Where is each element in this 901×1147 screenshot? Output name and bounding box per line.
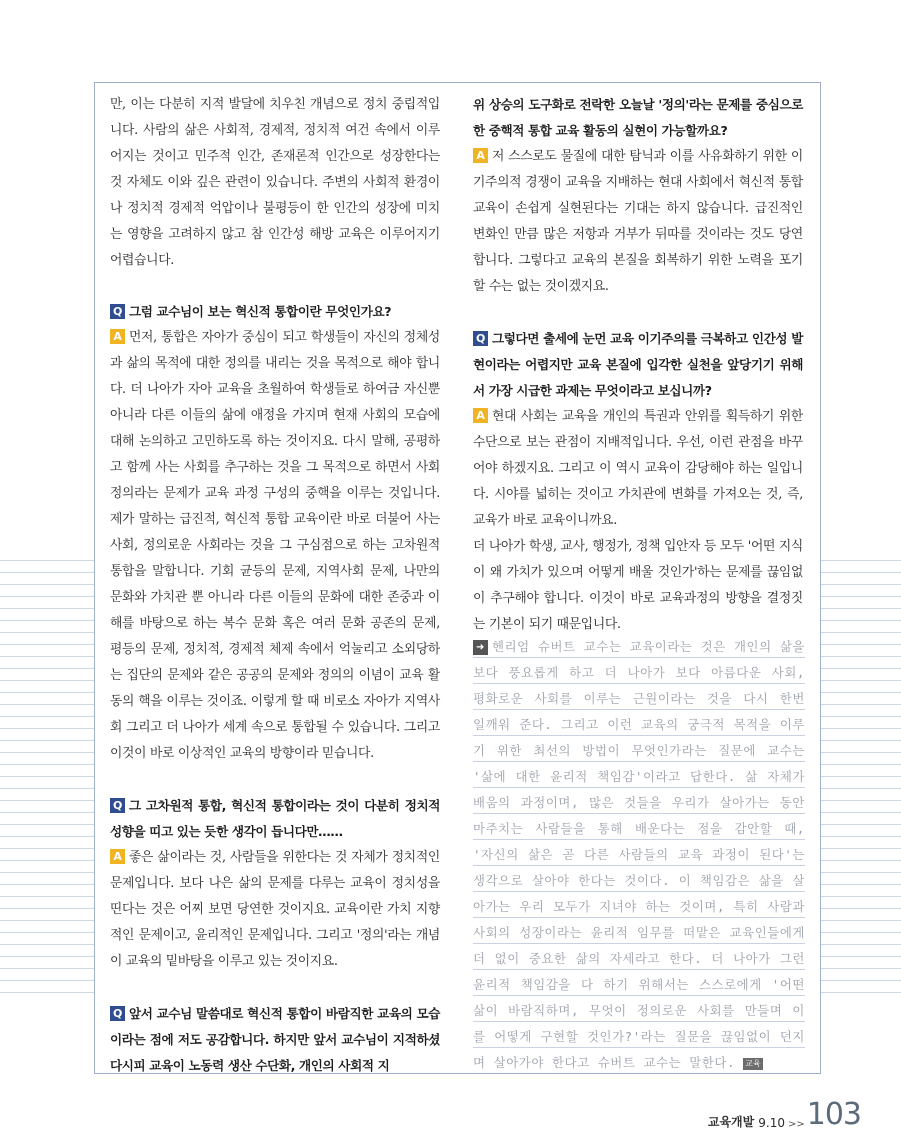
answer-3-text: 저 스스로도 물질에 대한 탐닉과 이를 사유화하기 위한 이기주의적 경쟁이 교육을 지배하는 현대 사회에서 혁신적 통합 교육이 손쉽게 실현된다는 기대는 하지 않습니다. 급진적인 변화인 만큼 많은 저항과 거부가 뒤따를 것이라는 것도 당연합니다. 그렇다고 교육의 본질을 회복하기 위한 노력을 포기할 수는 없는 것이겠지요.: [473, 149, 803, 294]
magazine-title: 교육개발: [707, 1115, 755, 1129]
answer-4-text: 현대 사회는 교육을 개인의 특권과 안위를 획득하기 위한 수단으로 보는 관점이 지배적입니다. 우선, 이런 관점을 바꾸어야 하겠지요. 그리고 이 역시 교육이 감당해야 하는 일입니다. 시야를 넓히는 것이고 가치관에 변화를 가져오는 것, 즉, 교육가 바로 교육이니까요.: [473, 409, 803, 528]
issue-number: 9.10: [758, 1116, 785, 1130]
answer-3: [473, 144, 803, 300]
intro-paragraph: 만, 이는 다분히 지적 발달에 치우친 개념으로 정치 중립적입니다. 사람의 삶은 사회적, 경제적, 정치적 여건 속에서 이루어지는 것이고 민주적 인간, 존재론적 인간으로 성장한다는 것 자체도 이와 깊은 관련이 있습니다. 주변의 사회적 환경이나 정치적 경제적 억압이나 불평등이 한 인간의 성장에 미치는 영향을 고려하지 않고 참 인간성 해방 교육은 이루어지기 어렵습니다.: [110, 97, 440, 268]
answer-1-text: 먼저, 통합은 자아가 중심이 되고 학생들이 자신의 정체성과 삶의 목적에 대한 정의를 내리는 것을 목적으로 해야 합니다. 더 나아가 자아 교육을 초월하여 학생들로 하여금 자신뿐 아니라 다른 이들의 삶에 애정을 가지며 현재 사회의 모습에 대해 논의하고 고민하도록 하는 것이지요. 다시 말해, 공평하고 함께 사는 사회를 추구하는 것을 그 목적으로 하면서 사회 정의라는 문제가 교육 과정 구성의 중핵을 이루는 것입니다. 제가 말하는 급진적, 혁신적 통합 교육이란 바로 더불어 사는 사회, 정의로운 사회라는 것을 그 구심점으로 하는 고차원적 통합을 말합니다. 기회 균등의 문제, 지역사회 문제, 나만의 문화와 가치관 뿐 아니라 다른 이들의 문화에 대한 존중과 이해를 바탕으로 하는 복수 문화 혹은 여러 문화 공존의 문제, 평등의 문제, 정치적, 경제적 체제 속에서 억눌리고 소외당하는 집단의 문제와 같은 공공의 문제와 정의의 이념이 교육 활동의 핵을 이루는 것이죠. 이렇게 할 때 비로소 자아가 지역사회 그리고 더 나아가 세계 속으로 통합될 수 있습니다. 그리고 이것이 바로 이상적인 교육의 방향이라 믿습니다.: [110, 330, 440, 761]
answer-4: [473, 404, 803, 534]
question-1-text: 그럼 교수님이 보는 혁신적 통합이란 무엇인가요?: [129, 304, 392, 319]
qa-block-3: [110, 1001, 440, 1079]
qa-block-3-continued: [473, 92, 803, 300]
answer-badge: A: [473, 148, 488, 163]
arrow-icon: ➜: [473, 640, 488, 655]
editor-note-box: [473, 632, 805, 1070]
page-number: 103: [806, 1097, 861, 1132]
question-4-text: 그렇다면 출세에 눈먼 교육 이기주의를 극복하고 인간성 발현이라는 어렵지만 교육 본질에 입각한 실천을 앞당기기 위해서 가장 시급한 과제는 무엇이라고 보십니까?: [473, 331, 803, 398]
answer-1: [110, 325, 440, 767]
answer-4-continued-text: 더 나아가 학생, 교사, 행정가, 정책 입안자 등 모두 '어떤 지식이 왜 가치가 있으며 어떻게 배울 것인가'하는 문제를 끊임없이 추구해야 합니다. 이것이 바로 교육과정의 방향을 결정짓는 기본이 되기 때문입니다.: [473, 539, 803, 632]
answer-badge: A: [110, 849, 125, 864]
question-2-text: 그 고차원적 통합, 혁신적 통합이라는 것이 다분히 정치적 성향을 띠고 있는 듯한 생각이 듭니다만……: [110, 798, 440, 839]
question-2: [110, 793, 440, 845]
qa-block-4: [473, 326, 803, 638]
answer-4-continued: [473, 534, 803, 638]
question-badge: Q: [110, 304, 125, 319]
question-badge: Q: [110, 1006, 125, 1021]
question-badge: Q: [473, 331, 488, 346]
answer-2: [110, 845, 440, 975]
qa-block-2: [110, 793, 440, 975]
question-4: [473, 326, 803, 404]
left-column: [110, 92, 440, 1105]
chevron-right-icon: >>: [787, 1119, 805, 1130]
question-badge: Q: [110, 798, 125, 813]
page-footer: [708, 1094, 861, 1130]
end-mark-icon: 교육: [745, 1059, 761, 1068]
question-3: [110, 1001, 440, 1079]
lined-margin-left: [0, 560, 94, 1000]
qa-block-1: [110, 299, 440, 767]
right-column: [473, 92, 803, 664]
answer-badge: A: [110, 329, 125, 344]
question-1: [110, 299, 440, 325]
answer-2-text: 좋은 삶이라는 것, 사람들을 위한다는 것 자체가 정치적인 문제입니다. 보다 나은 삶의 문제를 다루는 교육이 정치성을 띤다는 것은 어찌 보면 당연한 것이지요. 교육이란 가치 지향적인 문제이고, 윤리적인 문제입니다. 그리고 '정의'라는 개념이 교육의 밑바탕을 이루고 있는 것이지요.: [110, 850, 440, 969]
answer-badge: A: [473, 408, 488, 423]
editor-note-text: 헨리엄 슈버트 교수는 교육이라는 것은 개인의 삶을 보다 풍요롭게 하고 더 나아가 보다 아름다운 사회, 평화로운 사회를 이루는 근원이라는 것을 다시 한번 일깨워 준다. 그리고 이런 교육의 궁극적 목적을 이루기 위한 최선의 방법이 무엇인가라는 질문에 교수는 '삶에 대한 윤리적 책임감'이라고 답한다. 삶 자체가 배움의 과정이며, 많은 것들을 우리가 살아가는 동안 마주치는 사람들을 통해 배운다는 점을 감안할 때, '자신의 삶은 곧 다른 사람들의 교육 과정이 된다'는 생각으로 살아야 한다는 것이다. 이 책임감은 삶을 살아가는 우리 모두가 지녀야 하는 것이며, 특히 사람과 사회의 성장이라는 윤리적 임무를 떠맡은 교육인들에게 더 없이 중요한 삶의 자세라고 한다. 더 나아가 그런 윤리적 책임감을 다 하기 위해서는 스스로에게 '어떤 삶이 바람직하며, 무엇이 정의로운 사회를 만들며 이를 어떻게 구현할 것인가?'라는 질문을 끊임없이 던지며 살아가야 한다고 슈버트 교수는 말한다.: [473, 639, 805, 1070]
lined-margin-right: [820, 560, 901, 1000]
question-3-text: 앞서 교수님 말씀대로 혁신적 통합이 바람직한 교육의 모습이라는 점에 저도 공감합니다. 하지만 앞서 교수님이 지적하셨다시피 교육이 노동력 생산 수단화, 개인의 사회적 지: [110, 1006, 440, 1073]
question-3-continued: 위 상승의 도구화로 전락한 오늘날 '정의'라는 문제를 중심으로 한 중핵적 통합 교육 활동의 실현이 가능할까요?: [473, 97, 803, 138]
